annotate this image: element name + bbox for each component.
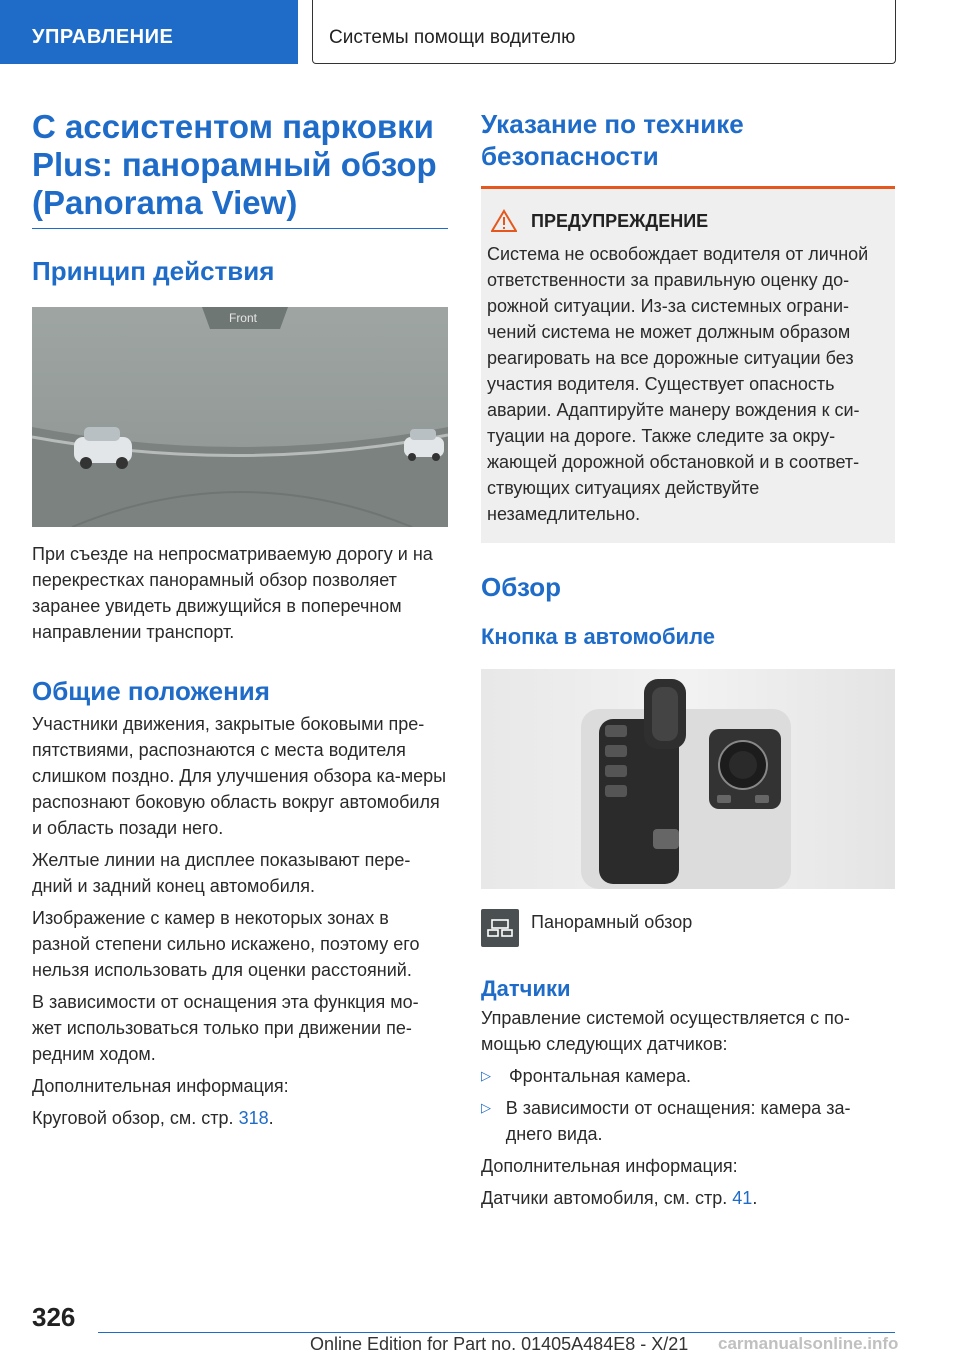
car-left	[74, 427, 132, 469]
page-number: 326	[32, 1302, 76, 1332]
front-label: Front	[228, 311, 258, 325]
safety-heading-line: безопасности	[481, 141, 659, 171]
principle-text: При съезде на непросматриваемую дорогу и на перекрестках панорамный обзор позволяет заранее увидеть движущийся в поперечном направлении транспорт.	[32, 544, 433, 642]
more-info-label: Дополнительная информация:	[32, 1076, 289, 1096]
warning-text: Система не освобождает водителя от личной ответственности за правильную оценку до-рожной ситуации. Из-за системных ограни-чений система не может должным образом реагировать на все дорожные ситуации без участия водителя. Существует опасность аварии. Адаптируйте манеру вождения к си-туации на дороге. Также следите за окру-жающей дорожной обстановкой и в соответ-ствующих ситуациях действуйте незамедлительно.	[487, 244, 869, 524]
overview-heading: Обзор	[481, 572, 561, 602]
safety-heading-line: Указание по технике	[481, 109, 744, 139]
general-heading: Общие положения	[32, 676, 270, 706]
title-line: С ассистентом парковки	[32, 108, 434, 145]
camera-view-image	[32, 307, 448, 527]
ref-text: Круговой обзор, см. стр.	[32, 1108, 234, 1128]
principle-heading: Принцип действия	[32, 256, 275, 286]
general-paragraph: Желтые линии на дисплее показывают пере-дний и задний конец автомобиля.	[32, 850, 411, 896]
general-paragraph: В зависимости от оснащения эта функция мо-жет использоваться только при движении пе-редним ходом.	[32, 992, 419, 1064]
sensors-text: Управление системой осуществляется с по-мощью следующих датчиков:	[481, 1008, 850, 1054]
warning-triangle-icon	[491, 209, 517, 233]
page-link-41[interactable]: 41	[732, 1188, 753, 1208]
warning-title: ПРЕДУПРЕЖДЕНИЕ	[531, 210, 709, 231]
chapter-title: Системы помощи водителю	[312, 0, 896, 64]
cross-reference	[32, 1105, 448, 1131]
right-column	[481, 108, 895, 1211]
warning-box	[481, 186, 895, 543]
page-title	[32, 108, 448, 229]
bullet-triangle-icon: ▷	[481, 1100, 491, 1115]
list-item-text: Фронтальная камера.	[509, 1066, 691, 1086]
general-paragraph: Изображение с камер в некоторых зонах в разной степени сильно искажено, поэтому его нельзя использовать для оценки расстояний.	[32, 908, 420, 980]
ref-end: .	[268, 1108, 274, 1128]
watermark: carmanualsonline.info	[718, 1334, 899, 1353]
list-item-text: В зависимости от оснащения: камера за-днего вида.	[505, 1098, 851, 1144]
more-info-label: Дополнительная информация:	[481, 1156, 738, 1176]
cross-reference	[481, 1185, 895, 1211]
ref-end: .	[752, 1188, 758, 1208]
footer-divider	[98, 1332, 895, 1333]
page-link-318[interactable]: 318	[238, 1108, 269, 1128]
button-caption: Панорамный обзор	[531, 912, 693, 932]
section-tab: УПРАВЛЕНИЕ	[0, 0, 298, 64]
panorama-view-button-icon[interactable]	[481, 909, 519, 947]
warning-title-row	[487, 209, 887, 233]
left-column	[32, 108, 448, 1131]
safety-heading	[481, 108, 895, 172]
button-row	[481, 909, 895, 947]
bullet-triangle-icon: ▷	[481, 1068, 491, 1083]
title-line: (Panorama View)	[32, 184, 298, 221]
footer-edition: Online Edition for Part no. 01405A484E8 - X/21	[310, 1334, 689, 1354]
list-item	[481, 1095, 895, 1147]
button-heading: Кнопка в автомобиле	[481, 624, 715, 649]
title-line: Plus: панорамный обзор	[32, 146, 437, 183]
center-console-image	[481, 669, 895, 889]
sensors-heading: Датчики	[481, 976, 571, 1001]
general-paragraph: Участники движения, закрытые боковыми пре-пятствиями, распознаются с места водителя слишком поздно. Для улучшения обзора ка-меры распознают боковую область вокруг автомобиля и область позади него.	[32, 714, 447, 838]
list-item	[481, 1063, 895, 1089]
ref-text: Датчики автомобиля, см. стр.	[481, 1188, 728, 1208]
